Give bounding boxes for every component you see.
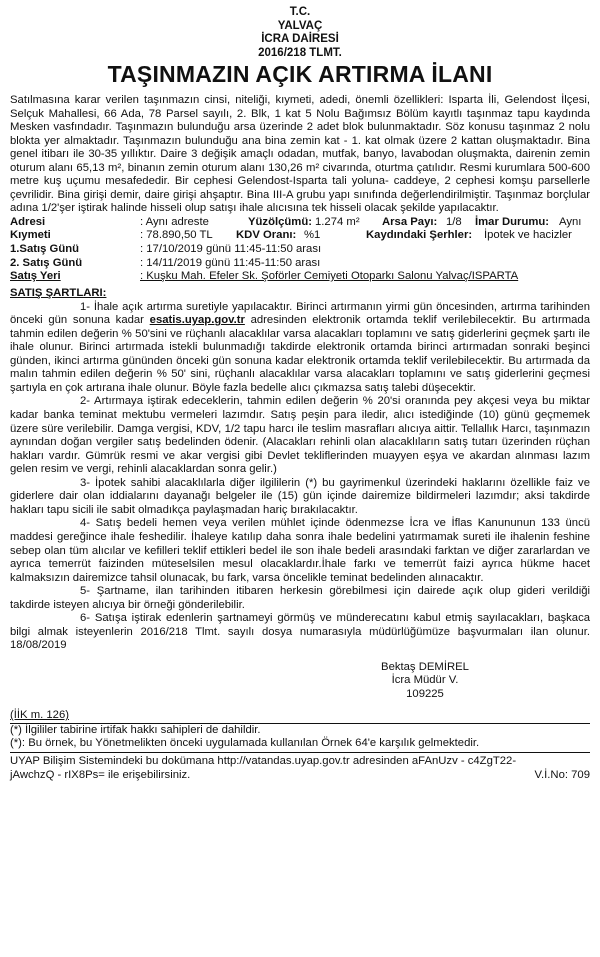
announcement-page — [10, 6, 590, 782]
condition-6: 6- Satışa iştirak edenlerin şartnameyi görmüş ve münderecatını kabul etmiş sayılacakları, başkaca bilgi almak isteyenlerin 2016/218 Tlmt. sayılı dosya numarasıyla müdürlüğümüze başvurmaları ilan olunur. 18/08/2019 — [10, 612, 590, 652]
first-sale-value: : 17/10/2019 günü 11:45-11:50 arası — [140, 243, 322, 256]
address-value: : Aynı adreste — [140, 215, 209, 228]
property-description: Satılmasına karar verilen taşınmazın cinsi, niteliği, kıymeti, adedi, önemli özellikleri: Isparta İli, Gelendost İlçesi, Selçuk Mahallesi, 66 Ada, 78 Parsel sayılı, 2. Blk, 1 kat 5 Nolu Bağımsız Bölüm kayıtlı taşınmaz tapu kaydında Mesken vasfındadır. Taşınmazın bulunduğu arsa üzerinde 2 adet blok bulunmaktadır. Söz konusu taşınmaz 2 nolu blokta yer almaktadır. Taşınmazın bulunduğu ana bina zemin kat - 1. kat olmak üzere 2 kattan oluşmaktadır. Bina genel itibarı ile 30-35 yıllıktır. Daire 3 değişik amaçlı odadan, mutfak, banyo, lavabodan oluşmakta, dairenin zemin oturum alanı 65,13 m², binanın zemin oturum alanı 130,26 m² civarında, oturtma çatılıdır. Resmi kurumlara 500-600 metre kuş uçumu mesafededir. Bir cephesi Gelendost-Isparta tali yoluna- caddeye, 2 cephesi komşu parsellerle çevrilidir. Bina girişi demir, daire girişi ahşaptır. Bina III-A grubu yapı sınıfında değerlendirilmiştir. Taşınmaz borçlular adına 1/2'şer iştirak halinde hisseli olup satışı ihale alıcısına tek hisseli olacak şekilde yapılacaktır. — [10, 94, 590, 215]
land-share-value: 1/8 — [446, 215, 462, 228]
second-sale-value: : 14/11/2019 günü 11:45-11:50 arası — [140, 256, 321, 269]
condition-1 — [10, 301, 590, 396]
note-2: (*): Bu örnek, bu Yönetmelikten önceki uygulamada kullanılan Örnek 64'e karşılık gelmektedir. — [10, 737, 480, 750]
law-reference — [10, 709, 590, 723]
sale-place-value: : Kuşku Mah. Efeler Sk. Şoförler Cemiyeti Otoparkı Salonu Yalvaç/ISPARTA — [140, 270, 519, 283]
header-city: YALVAÇ — [277, 19, 323, 32]
condition-5: 5- Şartname, ilan tarihinden itibaren herkesin görebilmesi için dairede açık olup gideri verildiği takdirde isteyen alıcıya bir örneği gönderilebilir. — [10, 585, 590, 611]
vat-value: %1 — [304, 229, 321, 242]
footer-access-code: jAwchzQ - rIX8Ps= ile erişebilirsiniz. — [10, 768, 191, 781]
uyap-footer — [10, 752, 590, 782]
signatory-number: 109225 — [406, 687, 444, 700]
details-row-place — [10, 270, 590, 284]
land-share-label: Arsa Payı: — [382, 215, 438, 228]
value-amount: : 78.890,50 TL — [140, 229, 213, 242]
iik-reference: (İİK m. 126) — [10, 709, 70, 722]
footer-line-2 — [10, 769, 590, 783]
condition-2: 2- Artırmaya iştirak edeceklerin, tahmin edilen değerin % 20'si oranında pey akçesi veya bu miktar kadar banka teminat mektubu vermeleri lazımdır. Satış peşin para iledir, alıcı istediğinde (10) günü geçmemek üzere süre verilebilir. Damga vergisi, KDV, 1/2 tapu harcı ile teslim masrafları alıcıya aittir. Tellallık Harcı, taşınmazın aynından doğan vergiler satış bedelinden ödenir. (Alacakları rehinli olan alacaklıların satış tutarı üzerinden rüçhan hakları vardır. Gümrük resmi ve akar vergisi gibi Devlet tekliflerinden muayyen eşya ve akardan alınması lazım gelen resim ve vergi, rehinli alacaklardan sonra gelir.) — [10, 395, 590, 476]
area-value: 1.274 m² — [315, 215, 360, 228]
footer-line-1: UYAP Bilişim Sistemindeki bu dokümana http://vatandas.uyap.gov.tr adresinden aFAnUzv - c4ZgT22- — [10, 755, 517, 768]
signature-block — [355, 661, 495, 702]
details-row-sale2 — [10, 257, 590, 271]
area-label: Yüzölçümü: — [248, 215, 313, 228]
signatory-title: İcra Müdür V. — [391, 674, 459, 687]
conditions-heading: SATIŞ ŞARTLARI: — [10, 286, 107, 299]
details-row-address — [10, 216, 590, 230]
header-file-number: 2016/218 TLMT. — [258, 46, 342, 59]
zoning-value: Aynı — [559, 215, 582, 228]
sale-place-label: Satış Yeri — [10, 270, 61, 283]
address-label: Adresi — [10, 215, 46, 228]
footer-vi-number: V.İ.No: 709 — [534, 768, 590, 781]
condition-3: 3- İpotek sahibi alacaklılarla diğer ilgililerin (*) bu gayrimenkul üzerindeki haklarını özellikle faiz ve giderlere dair olan iddialarını dayanağı belgeler ile (15) gün içinde dairemize bildirmeleri lazımdır; aksi takdirde hakları tapu sicili ile sabit olmadıkça paylaşmadan hariç bırakılacaktır. — [10, 476, 590, 516]
condition-1-text-b: adresinden elektronik ortamda teklif verilebilecektir. Bu artırmada tahmin edilen değerin % 50'sini ve rüçhanlı alacaklılar varsa alacakları toplamını ve satış giderlerini geçmek şartı ile ihale olunur. Birinci artırmada istekli bulunmadığı takdirde elektronik ortamda birinci artırmadan sonraki beşinci günden, ikinci artırma gününden önceki gün sonuna kadar elektronik ortamda teklif verilebilecektir. Bu artırmada da malın tahmin edilen değerin % 50' sini, rüçhanlı alacaklılar varsa alacakları toplamını ve satış giderlerini geçmesi şartıyla en çok artırana ihale olunur. Böyle fazla bedelle alıcı çıkmazsa satış talebi düşecektir. — [10, 314, 590, 394]
signatory-name: Bektaş DEMİREL — [381, 660, 469, 673]
header-tc: T.C. — [289, 6, 311, 18]
details-row-sale1 — [10, 243, 590, 257]
annotations-value: İpotek ve hacizler — [484, 229, 572, 242]
value-label: Kıymeti — [10, 229, 51, 242]
condition-4: 4- Satış bedeli hemen veya verilen mühlet içinde ödenmezse İcra ve İflas Kanununun 133 üncü maddesi gereğince ihale feshedilir. İhaleye katılıp daha sonra ihale bedelini yatırmamak sureti ile ihalenin feshine sebep olan tüm alıcılar ve kefilleri teklif ettikleri bedel ile son ihale bedeli arasındaki farktan ve diğer zararlardan ve ayrıca temerrüt faizinden müteselsilen mesul olacaklardır.İhale farkı ve temerrüt faizi ayrıca hükme hacet kalmaksızın dairemizce tahsil olunacak, bu fark, varsa öncelikle teminat bedelinden alınacaktır. — [10, 517, 590, 584]
esatis-link: esatis.uyap.gov.tr — [149, 314, 245, 327]
condition-1-text-a: 1- İhale açık artırma suretiyle yapılacaktır. Birinci artırmanın yirmi gün öncesinden, artırma tarihinden önceki gün sonuna kadar — [10, 300, 590, 327]
office-header — [10, 6, 590, 60]
first-sale-label: 1.Satış Günü — [10, 243, 80, 256]
property-details — [10, 216, 590, 284]
header-office: İCRA DAİRESİ — [261, 33, 339, 45]
announcement-title: TAŞINMAZIN AÇIK ARTIRMA İLANI — [107, 61, 493, 87]
second-sale-label: 2. Satış Günü — [10, 256, 83, 269]
vat-label: KDV Oranı: — [236, 229, 297, 242]
note-1: (*) İlgililer tabirine irtifak hakkı sahipleri de dahildir. — [10, 723, 261, 736]
annotations-label: Kaydındaki Şerhler: — [366, 229, 473, 242]
details-row-value — [10, 229, 590, 243]
zoning-label: İmar Durumu: — [475, 215, 550, 228]
